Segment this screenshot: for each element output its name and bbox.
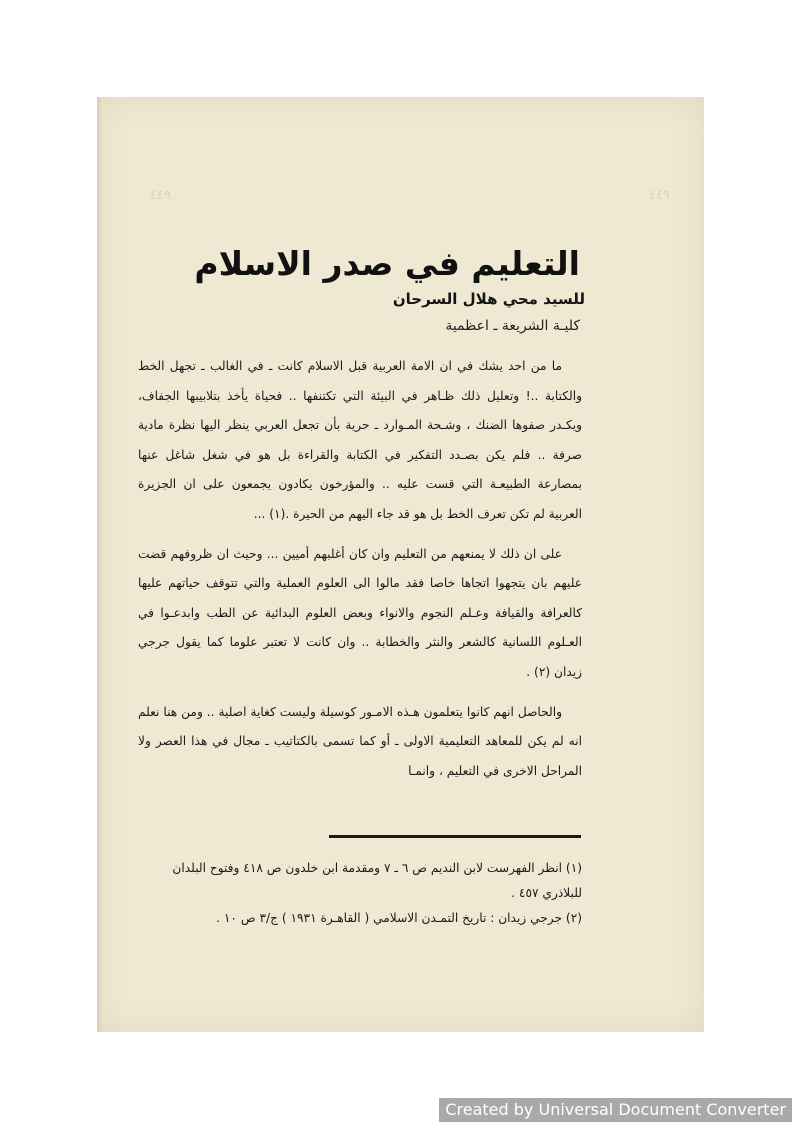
footnote-separator bbox=[329, 835, 581, 838]
page-spine-shadow bbox=[97, 97, 102, 1032]
body-paragraph: ما من احد يشك في ان الامة العربية قبل الاسلام كانت ـ في الغالب ـ تجهل الخط والكتابة ..! وتعليل ذلك ظـاهر في البيئة التي تكتنفها .. فحياة يأخذ بتلابيبها الجفاف، ويكـدر صفوها الضنك ، وشـحة المـوارد ـ حرية بأن تجعل العربي ينظر اليها نظرة مادية صرفة .. فلم يكن بصـدد التفكير في الكتابة والقراءة بل هو في شغل شاغل عنها بمصارعة الطبيعـة التي قست عليه .. والمؤرخون يكادون يجمعون على ان الجزيرة العربية لم تكن تعرف الخط بل هو قد جاء اليهم من الحيرة .(١) ... bbox=[138, 359, 582, 521]
body-paragraph: والحاصل انهم كانوا يتعلمون هـذه الامـور كوسيلة وليست كغاية اصلية .. ومن هنا نعلم انه لم يكن للمعاهد التعليمية الاولى ـ أو كما تسمى بالكتاتيب ـ مجال في هذا العصر ولا المراحل الاخرى في التعليم ، وانمـا bbox=[138, 704, 582, 778]
article-body bbox=[138, 352, 582, 796]
bleed-through-page-number-left: ٤٤٩ bbox=[150, 188, 171, 203]
footnotes bbox=[138, 856, 582, 931]
bleed-through-page-number-right: ٤٤٩ bbox=[649, 188, 670, 203]
body-paragraph: على ان ذلك لا يمنعهم من التعليم وان كان أغلبهم أميين ... وحيث ان ظروفهم قضت عليهم بان يتجهوا اتجاها خاصا فقد مالوا الى العلوم العملية والتي تتوقف حياتهم عليها كالعرافة والقيافة وعـلم النجوم والانواء وبعض العلوم البدائية عن الطب وابدعـوا في العـلوم اللسانية كالشعر والنثر والخطابة .. وان كانت لا تعتبر علوما كما يقول جرجي زيدان (٢) . bbox=[138, 546, 582, 679]
footnote-1: (١) انظر الفهرست لابن النديم ص ٦ ـ ٧ ومقدمة ابن خلدون ص ٤١٨ وفتوح البلدان للبلاذري ٤٥٧ . bbox=[172, 861, 582, 900]
article-title: التعليم في صدر الاسلام bbox=[194, 244, 580, 283]
article-author: للسيد محي هلال السرحان bbox=[392, 290, 585, 308]
converter-watermark: Created by Universal Document Converter bbox=[439, 1098, 792, 1122]
author-affiliation: كليـة الشريعة ـ اعظمية bbox=[445, 318, 580, 334]
footnote-2: (٢) جرجي زيدان : تاريخ التمـدن الاسلامي ( القاهـرة ١٩٣١ ) ج/٣ ص ١٠ . bbox=[216, 911, 582, 925]
